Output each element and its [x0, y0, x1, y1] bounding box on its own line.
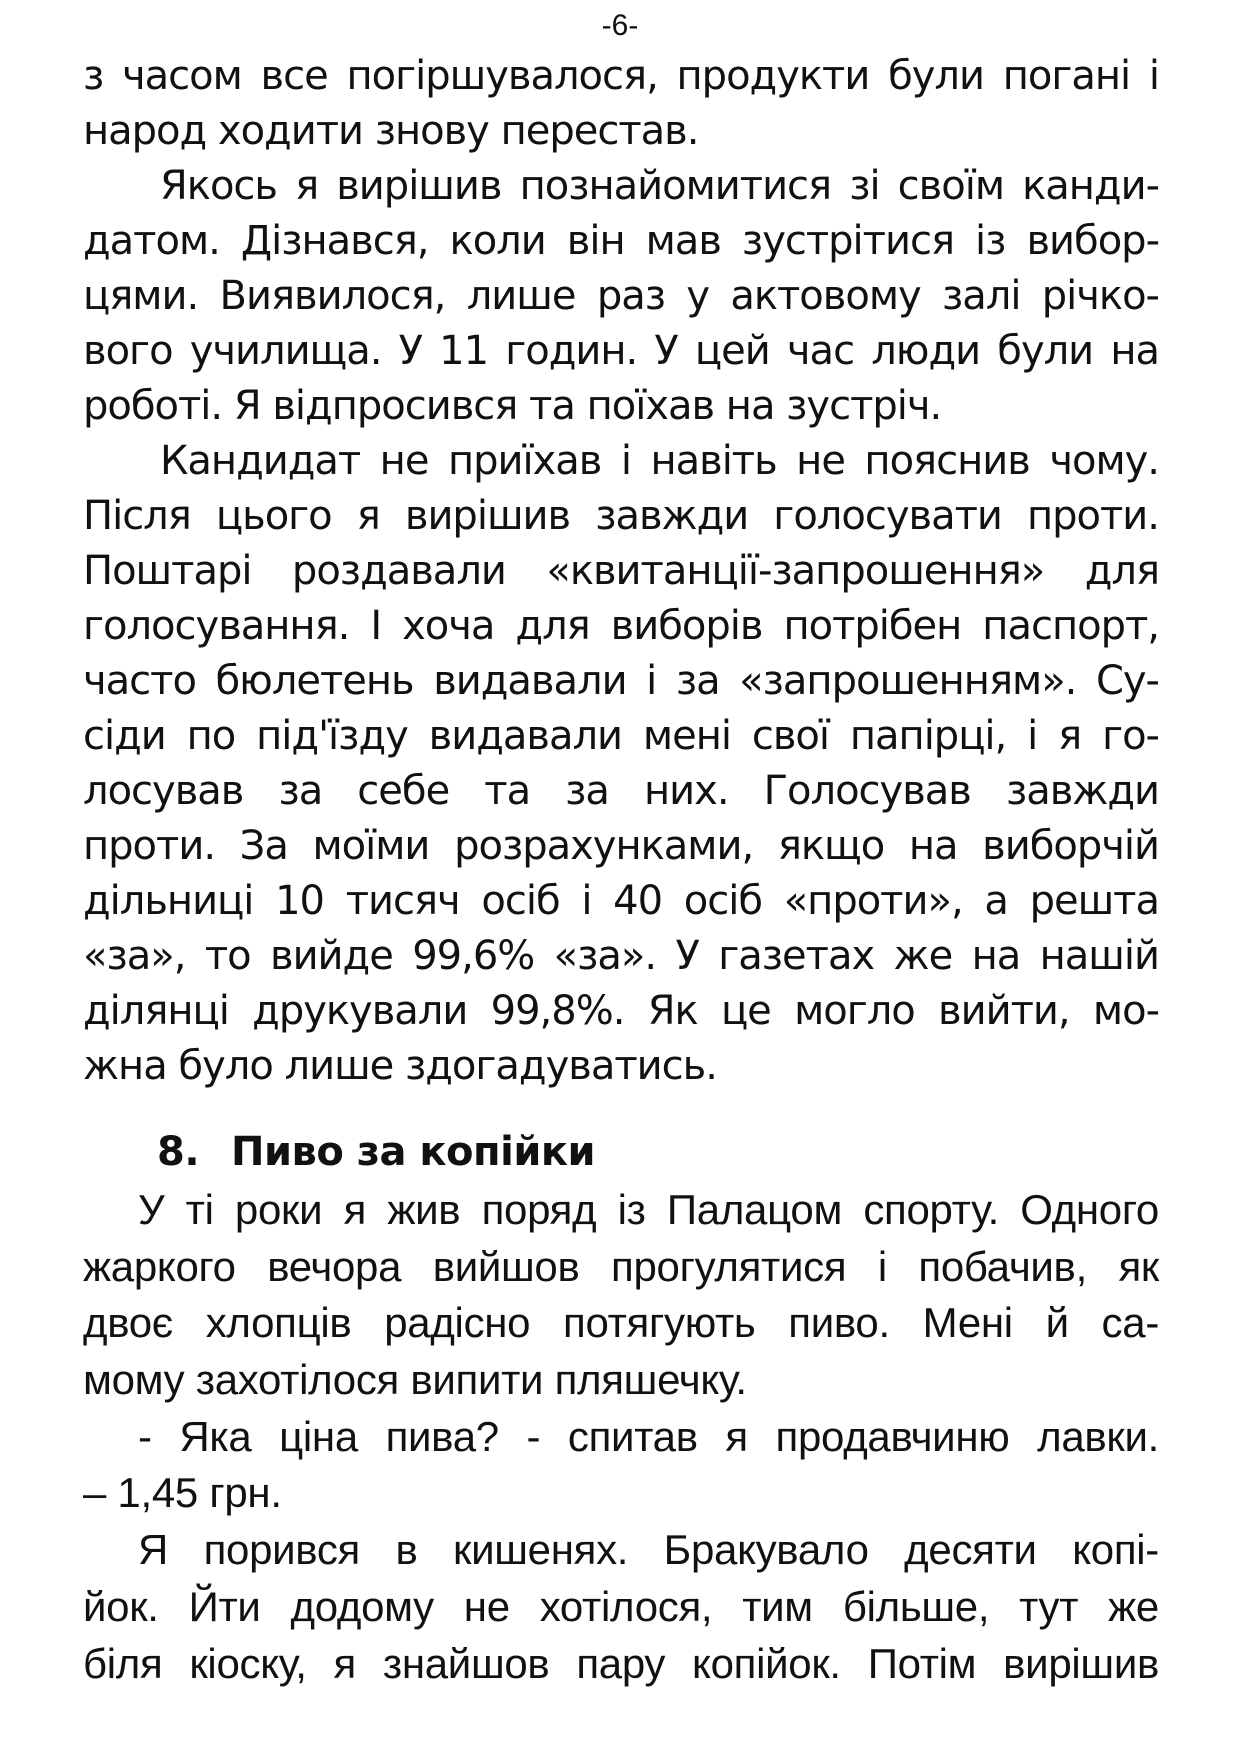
- text-line: часто бюлетень видавали і за «запрошенням». Су-: [83, 658, 1159, 704]
- page-number: -6-: [601, 9, 639, 42]
- text-line: біля кіоску, я знайшов пару копійок. Потім вирішив: [83, 1639, 1159, 1687]
- text-line: Кандидат не приїхав і навіть не пояснив чому.: [160, 438, 1159, 484]
- paragraph: [83, 49, 1159, 159]
- text-line: ділянці друкували 99,8%. Як це могло вийти, мо-: [83, 988, 1159, 1034]
- text-line: вого училища. У 11 годин. У цей час люди були на: [83, 328, 1159, 374]
- section-heading: [157, 1124, 595, 1180]
- text-line: двоє хлопців радісно потягують пиво. Мені й са-: [83, 1299, 1159, 1347]
- paragraph: [83, 434, 1159, 1094]
- text-line: – 1,45 грн.: [83, 1469, 282, 1517]
- text-line: Я порився в кишенях. Бракувало десяти копі-: [138, 1526, 1159, 1574]
- paragraph: [83, 1522, 1159, 1692]
- paragraph: [83, 1409, 1159, 1522]
- text-line: мому захотілося випити пляшечку.: [83, 1356, 747, 1404]
- text-line: дільниці 10 тисяч осіб і 40 осіб «проти», а решта: [83, 878, 1159, 924]
- text-line: «за», то вийде 99,6% «за». У газетах же на нашій: [83, 933, 1159, 979]
- text-line: з часом все погіршувалося, продукти були погані і: [83, 53, 1159, 99]
- text-line: датом. Дізнався, коли він мав зустрітися із вибор-: [83, 218, 1159, 264]
- body-text: [83, 49, 1159, 1094]
- body-text-continued: [83, 1182, 1159, 1692]
- text-line: роботі. Я відпросився та поїхав на зустріч.: [83, 383, 942, 429]
- paragraph: [83, 159, 1159, 434]
- section-number: 8.: [157, 1129, 200, 1175]
- text-line: жна було лише здогадуватись.: [83, 1043, 717, 1089]
- text-line: цями. Виявилося, лише раз у актовому залі річко-: [83, 273, 1159, 319]
- section-title: Пиво за копійки: [231, 1129, 596, 1175]
- text-line: Після цього я вирішив завжди голосувати проти.: [83, 493, 1159, 539]
- text-line: лосував за себе та за них. Голосував завжди: [83, 768, 1159, 814]
- text-line: йок. Йти додому не хотілося, тим більше, тут же: [83, 1582, 1159, 1630]
- paragraph: [83, 1182, 1159, 1409]
- text-line: Якось я вирішив познайомитися зі своїм канди-: [160, 163, 1159, 209]
- text-line: сіди по під'їзду видавали мені свої папірці, і я го-: [83, 713, 1159, 759]
- text-line: У ті роки я жив поряд із Палацом спорту. Одного: [138, 1186, 1159, 1233]
- text-line: Поштарі роздавали «квитанції-запрошення» для: [83, 548, 1159, 594]
- text-line: жаркого вечора вийшов прогулятися і побачив, як: [83, 1242, 1159, 1290]
- text-line: - Яка ціна пива? - спитав я продавчиню лавки.: [138, 1412, 1159, 1460]
- text-line: проти. За моїми розрахунками, якщо на виборчій: [83, 823, 1159, 869]
- text-line: голосування. І хоча для виборів потрібен паспорт,: [83, 603, 1159, 649]
- text-line: народ ходити знову перестав.: [83, 108, 699, 154]
